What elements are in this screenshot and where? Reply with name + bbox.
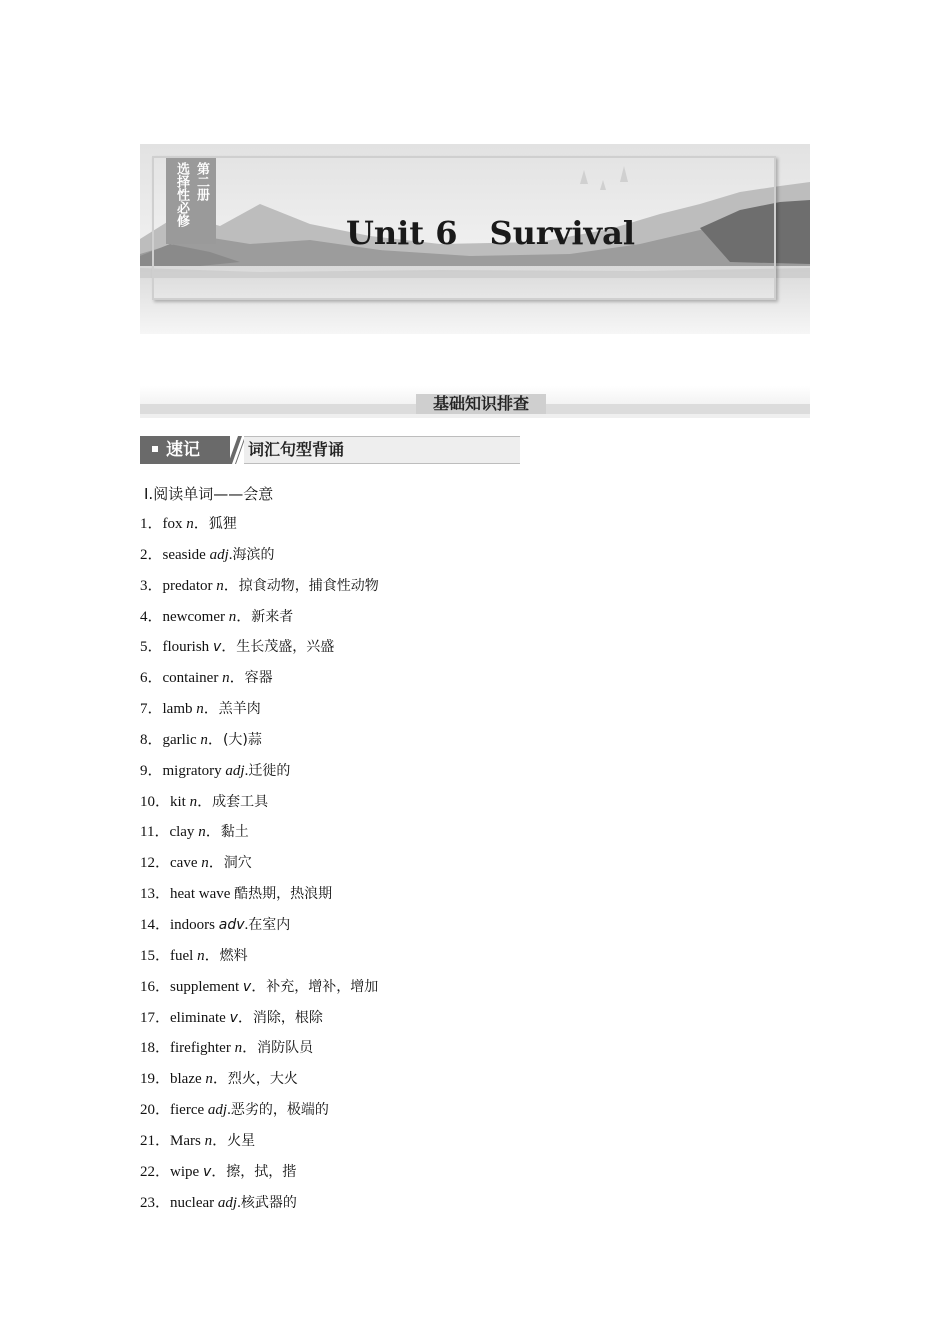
item-separator: ． (251, 978, 267, 995)
section-title: 基础知识排查 (416, 394, 546, 414)
item-meaning: 狐狸 (208, 516, 237, 532)
item-part-of-speech: n (198, 824, 206, 841)
item-meaning: 在室内 (248, 916, 291, 933)
list-item (140, 607, 379, 638)
item-separator: ． (237, 1009, 253, 1026)
item-part-of-speech: adj (217, 1194, 238, 1211)
item-part-of-speech: n (204, 1132, 213, 1149)
item-word: cave (170, 855, 202, 872)
item-separator: ． (208, 855, 224, 872)
list-item (140, 1131, 379, 1162)
item-word: supplement (170, 978, 243, 995)
item-meaning: 新来者 (251, 608, 294, 625)
list-item (140, 853, 379, 884)
item-number: 7． (140, 701, 163, 718)
list-item (140, 545, 379, 576)
item-part-of-speech: v (229, 1009, 238, 1026)
item-word: fuel (170, 947, 198, 964)
item-separator: ． (207, 731, 223, 748)
item-meaning: 核武器的 (240, 1194, 297, 1211)
item-word: wipe (170, 1163, 203, 1180)
item-word: clay (169, 824, 199, 841)
item-separator: ． (223, 577, 239, 594)
list-item (140, 1100, 379, 1131)
item-word: heat wave (170, 886, 235, 903)
sub-header (140, 436, 520, 466)
item-meaning: 补充，增补，增加 (266, 978, 379, 995)
item-separator: ． (204, 947, 220, 964)
item-part-of-speech: v (212, 639, 222, 656)
item-part-of-speech: n (228, 608, 237, 625)
item-word: fierce (170, 1102, 208, 1119)
item-separator: . (237, 1194, 241, 1211)
item-part-of-speech: n (189, 793, 198, 810)
list-item (140, 1162, 379, 1193)
item-separator: ． (193, 516, 209, 532)
item-part-of-speech: n (205, 1071, 213, 1088)
item-number: 5． (140, 639, 163, 656)
item-part-of-speech: n (200, 731, 208, 748)
sub-header-tag (140, 436, 230, 464)
item-meaning: 消防队员 (257, 1040, 314, 1057)
list-item (140, 915, 379, 946)
item-word: fox (162, 516, 187, 532)
item-word: garlic (162, 731, 201, 748)
item-number: 15． (140, 947, 171, 964)
item-meaning: 迁徙的 (248, 762, 291, 779)
item-number: 14． (140, 916, 171, 933)
item-meaning: 容器 (244, 670, 273, 687)
vocab-list (140, 514, 379, 1223)
item-number: 9． (140, 762, 163, 779)
series-label: 选择性必修 (174, 162, 189, 227)
item-separator: ． (211, 1163, 227, 1180)
item-number: 8． (140, 731, 163, 748)
item-part-of-speech: adv (218, 916, 245, 933)
item-part-of-speech: n (196, 701, 204, 718)
item-word: predator (162, 577, 217, 594)
item-number: 1． (140, 516, 163, 532)
list-item (140, 668, 379, 699)
item-separator: ． (212, 1132, 228, 1149)
item-word: eliminate (170, 1009, 230, 1026)
item-word: container (162, 670, 223, 687)
item-meaning: 黏土 (220, 824, 249, 841)
volume-label: 第二册 (194, 162, 209, 201)
item-separator: ． (221, 639, 237, 656)
item-meaning: 恶劣的，极端的 (230, 1102, 329, 1119)
item-separator: . (228, 546, 233, 563)
item-word: lamb (162, 701, 197, 718)
section-header-bar (140, 386, 810, 420)
item-meaning: (大)蒜 (222, 731, 262, 748)
item-meaning: 烈火，大火 (227, 1071, 298, 1088)
item-number: 18． (140, 1040, 171, 1057)
item-separator: ． (212, 1071, 228, 1088)
list-item (140, 1193, 379, 1224)
item-part-of-speech: n (234, 1040, 243, 1057)
list-item (140, 761, 379, 792)
item-number: 21． (140, 1132, 171, 1149)
item-part-of-speech: v (242, 978, 252, 995)
sub-header-title: 词汇句型背诵 (244, 436, 520, 464)
unit-banner (140, 144, 810, 334)
square-bullet-icon (152, 446, 158, 452)
item-word: Mars (170, 1132, 205, 1149)
item-number: 11． (140, 824, 170, 841)
item-number: 3． (140, 577, 163, 594)
list-item (140, 576, 379, 607)
list-item (140, 884, 379, 915)
item-word: blaze (170, 1071, 206, 1088)
item-meaning: 成套工具 (212, 793, 269, 810)
list-item (140, 514, 379, 545)
item-number: 23． (140, 1194, 171, 1211)
item-word: flourish (162, 639, 213, 656)
item-meaning: 火星 (227, 1132, 256, 1149)
list-item (140, 946, 379, 977)
list-item (140, 1069, 379, 1100)
unit-title: Unit 6 Survival (346, 214, 635, 252)
list-item (140, 1038, 379, 1069)
item-part-of-speech: n (197, 947, 205, 964)
list-item (140, 637, 379, 668)
item-meaning: 掠食动物，捕食性动物 (238, 577, 379, 594)
item-number: 13． (140, 886, 171, 903)
item-part-of-speech: n (186, 516, 194, 532)
item-number: 4． (140, 608, 163, 625)
list-item (140, 730, 379, 761)
item-separator: ． (205, 824, 221, 841)
item-number: 10． (140, 793, 171, 810)
list-heading: Ⅰ.阅读单词——会意 (144, 485, 274, 503)
item-word: nuclear (170, 1194, 218, 1211)
item-meaning: 燃料 (219, 947, 248, 964)
item-word: kit (170, 793, 190, 810)
sub-header-tag-label: 速记 (166, 440, 200, 460)
item-part-of-speech: n (216, 577, 224, 594)
item-separator: . (244, 762, 249, 779)
item-part-of-speech: adj (209, 546, 229, 563)
item-meaning: 洞穴 (223, 855, 252, 872)
item-number: 12． (140, 855, 171, 872)
list-item (140, 699, 379, 730)
item-separator: ． (236, 608, 252, 625)
item-meaning: 羔羊肉 (218, 701, 261, 718)
item-meaning: 酷热期，热浪期 (234, 886, 333, 903)
item-meaning: 擦，拭，揩 (226, 1163, 297, 1180)
item-separator: ． (242, 1040, 258, 1057)
item-word: migratory (162, 762, 226, 779)
list-item (140, 822, 379, 853)
item-number: 20． (140, 1102, 171, 1119)
list-item (140, 792, 379, 823)
item-separator: ． (203, 701, 219, 718)
item-separator: . (244, 916, 249, 933)
item-separator: ． (197, 793, 213, 810)
item-meaning: 生长茂盛，兴盛 (236, 639, 335, 656)
item-meaning: 消除，根除 (252, 1009, 323, 1026)
item-part-of-speech: adj (225, 762, 245, 779)
item-word: newcomer (162, 608, 229, 625)
item-part-of-speech: v (202, 1163, 212, 1180)
item-part-of-speech: n (222, 670, 230, 687)
item-number: 22． (140, 1163, 171, 1180)
item-word: indoors (170, 916, 219, 933)
item-number: 19． (140, 1071, 171, 1088)
list-item (140, 1008, 379, 1039)
item-word: firefighter (170, 1040, 235, 1057)
item-number: 16． (140, 978, 171, 995)
item-separator: . (227, 1102, 231, 1119)
item-separator: ． (229, 670, 245, 687)
item-part-of-speech: adj (207, 1102, 228, 1119)
item-number: 17． (140, 1009, 171, 1026)
item-meaning: 海滨的 (232, 546, 275, 563)
item-number: 2． (140, 546, 163, 563)
item-part-of-speech: n (201, 855, 209, 872)
list-item (140, 977, 379, 1008)
book-volume-tag (166, 158, 216, 244)
item-word: seaside (162, 546, 210, 563)
item-number: 6． (140, 670, 163, 687)
